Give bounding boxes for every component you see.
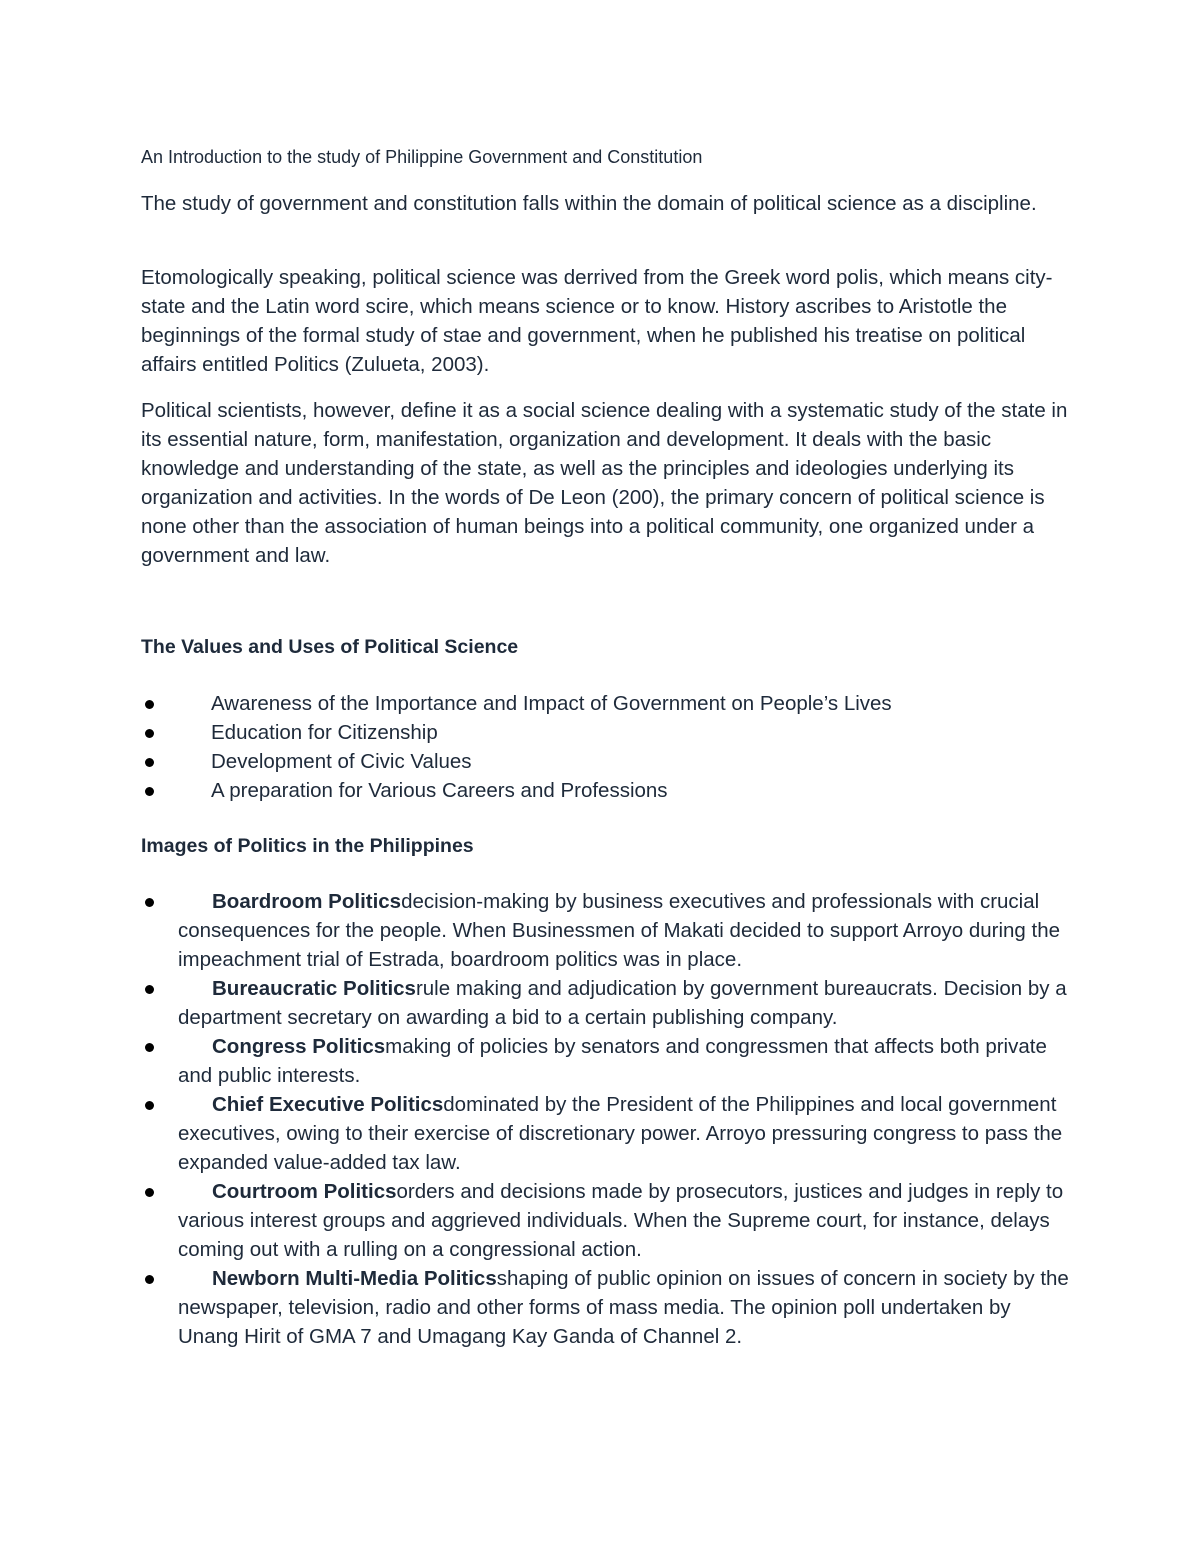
list-item-text: Education for Citizenship <box>211 721 438 744</box>
document-title: An Introduction to the study of Philippine Government and Constitution <box>141 147 703 167</box>
section-heading-images: Images of Politics in the Philippines <box>141 835 474 857</box>
list-item <box>141 747 1071 776</box>
term-description: dominated by the President of the Philippines and local government executives, owing to their exercise of discretionary power. Arroyo pressuring congress to pass the expanded value-added tax law. <box>178 1093 1063 1174</box>
list-item-text: Development of Civic Values <box>211 750 472 773</box>
list-item <box>141 1032 1071 1090</box>
term-label: Chief Executive Politics <box>212 1093 444 1116</box>
list-item <box>141 689 1071 718</box>
list-item-text: Awareness of the Importance and Impact of Government on People’s Lives <box>211 692 892 715</box>
bullet-icon <box>145 985 154 994</box>
bullet-icon <box>145 1043 154 1052</box>
bullet-icon <box>145 1101 154 1110</box>
term-description: rule making and adjudication by government bureaucrats. Decision by a department secretary on awarding a bid to a certain publishing company. <box>178 977 1067 1029</box>
term-label: Bureaucratic Politics <box>212 977 416 1000</box>
list-item <box>141 887 1071 974</box>
list-item <box>141 1090 1071 1177</box>
list-item <box>141 974 1071 1032</box>
list-item <box>141 1264 1071 1351</box>
list-item <box>141 718 1071 747</box>
term-label: Boardroom Politics <box>212 890 402 913</box>
list-item <box>141 1177 1071 1264</box>
section-heading-values: The Values and Uses of Political Science <box>141 636 519 658</box>
term-label: Congress Politics <box>212 1035 386 1058</box>
bullet-icon <box>145 898 154 907</box>
term-description: decision-making by business executives and professionals with crucial consequences for the people. When Businessmen of Makati decided to support Arroyo during the impeachment trial of Estrada, boardroom politics was in place. <box>178 890 1061 971</box>
bullet-icon <box>145 700 154 709</box>
term-description: making of policies by senators and congressmen that affects both private and public interests. <box>178 1035 1047 1087</box>
images-of-politics-list <box>141 887 1071 1351</box>
term-label: Newborn Multi-Media Politics <box>212 1267 497 1290</box>
paragraph-intro: The study of government and constitution falls within the domain of political science as a discipline. <box>141 192 1037 215</box>
paragraph-etymology: Etomologically speaking, political science was derrived from the Greek word polis, which means city-state and the Latin word scire, which means science or to know. History ascribes to Aristotle the beginnings of the formal study of stae and government, when he published his treatise on political affairs entitled Politics (Zulueta, 2003). <box>141 266 1053 376</box>
list-item <box>141 776 1071 805</box>
bullet-icon <box>145 729 154 738</box>
term-label: Courtroom Politics <box>212 1180 397 1203</box>
list-item-text: A preparation for Various Careers and Professions <box>211 779 668 802</box>
bullet-icon <box>145 1275 154 1284</box>
term-description: shaping of public opinion on issues of concern in society by the newspaper, television, radio and other forms of mass media. The opinion poll undertaken by Unang Hirit of GMA 7 and Umagang Kay Ganda of Channel 2. <box>178 1267 1069 1348</box>
bullet-icon <box>145 1188 154 1197</box>
term-description: orders and decisions made by prosecutors, justices and judges in reply to various interest groups and aggrieved individuals. When the Supreme court, for instance, delays coming out with a rulling on a congressional action. <box>178 1180 1064 1261</box>
bullet-icon <box>145 758 154 767</box>
values-list <box>141 689 1071 805</box>
bullet-icon <box>145 787 154 796</box>
paragraph-definition: Political scientists, however, define it as a social science dealing with a systematic study of the state in its essential nature, form, manifestation, organization and development. It deals with the basic knowledge and understanding of the state, as well as the principles and ideologies underlying its organization and activities. In the words of De Leon (200), the primary concern of political science is none other than the association of human beings into a political community, one organized under a government and law. <box>141 399 1068 567</box>
